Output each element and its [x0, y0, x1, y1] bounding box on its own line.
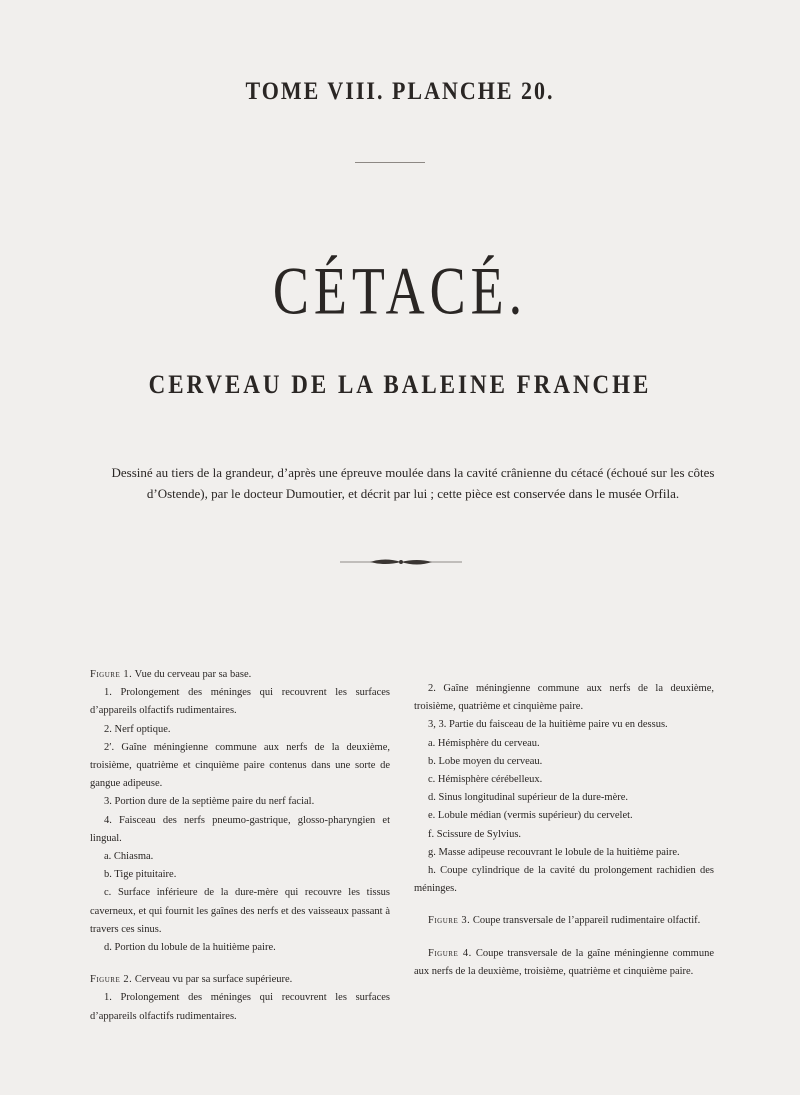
tome-heading: TOME VIII. PLANCHE 20.: [245, 76, 555, 105]
legend-item: a. Hémisphère du cerveau.: [428, 737, 540, 749]
legend-item: 3. Portion dure de la septième paire du nerf facial.: [104, 796, 315, 808]
legend-item: d. Portion du lobule de la huitième paire.: [104, 942, 276, 954]
short-divider: [355, 162, 425, 163]
legend-item: 3, 3. Partie du faisceau de la huitième paire vu en dessus.: [428, 719, 668, 731]
legend-item: g. Masse adipeuse recouvrant le lobule de la huitième paire.: [428, 846, 680, 858]
figure-caption: [90, 666, 390, 684]
figure-caption: [414, 945, 714, 981]
legend-item: 4. Faisceau des nerfs pneumo-gastrique, glosso-pharyngien et lingual.: [90, 814, 390, 844]
legend-right-column: [414, 680, 714, 981]
legend-item: 1. Prolongement des méninges qui recouvrent les surfaces d’appareils olfactifs rudimentaires.: [90, 687, 390, 717]
legend-item: f. Scissure de Sylvius.: [428, 828, 522, 840]
legend-item: 2′. Gaîne méningienne commune aux nerfs de la deuxième, troisième, quatrième et cinquième paire contenus dans une sorte de gangue adipeuse.: [90, 741, 390, 790]
legend-item: a. Chiasma.: [104, 851, 154, 863]
page-subtitle: CERVEAU DE LA BALEINE FRANCHE: [148, 370, 652, 399]
figure-caption: [90, 971, 390, 989]
legend-item: 2. Nerf optique.: [104, 723, 171, 735]
figure-label: Figure 4.: [428, 947, 472, 959]
legend-text: Cerveau vu par sa surface supérieure.: [132, 974, 293, 986]
figure-caption: [414, 912, 714, 930]
legend-left-column: [90, 666, 390, 1026]
figure-label: Figure 1.: [90, 669, 133, 680]
legend-item: b. Lobe moyen du cerveau.: [428, 755, 543, 767]
page-title: CÉTACÉ.: [272, 253, 528, 329]
legend-item: c. Hémisphère cérébelleux.: [428, 774, 543, 786]
legend-item: e. Lobule médian (vermis supérieur) du cervelet.: [428, 810, 633, 822]
legend-item: c. Surface inférieure de la dure-mère qui recouvre les tissus caverneux, et qui fournit les gaînes des nerfs et des vaisseaux passant à travers ces sinus.: [90, 887, 390, 935]
legend-text: Vue du cerveau par sa base.: [132, 669, 252, 680]
legend-text: Coupe transversale de la gaîne méningienne commune aux nerfs de la deuxième, troisième, quatrième et cinquième paire.: [414, 947, 715, 977]
legend-item: d. Sinus longitudinal supérieur de la dure-mère.: [428, 792, 629, 804]
figure-label: Figure 3.: [428, 915, 471, 927]
legend-item: 2. Gaîne méningienne commune aux nerfs de la deuxième, troisième, quatrième et cinquième paire.: [414, 683, 714, 713]
legend-item: 1. Prolongement des méninges qui recouvrent les surfaces d’appareils olfactifs rudimentaires.: [90, 992, 390, 1022]
legend-item: h. Coupe cylindrique de la cavité du prolongement rachidien des méninges.: [414, 865, 714, 895]
legend-text: Coupe transversale de l’appareil rudimentaire olfactif.: [470, 915, 701, 927]
figure-label: Figure 2.: [90, 974, 133, 986]
plate-description: Dessiné au tiers de la grandeur, d’après une épreuve moulée dans la cavité crânienne du cétacé (échoué sur les côtes d’Ostende), par le docteur Dumoutier, et décrit par lui ; cette pièce est conservée dans le musée Orfila.: [111, 465, 715, 501]
legend-item: b. Tige pituitaire.: [104, 869, 177, 881]
ornament-divider-icon: [340, 556, 462, 568]
